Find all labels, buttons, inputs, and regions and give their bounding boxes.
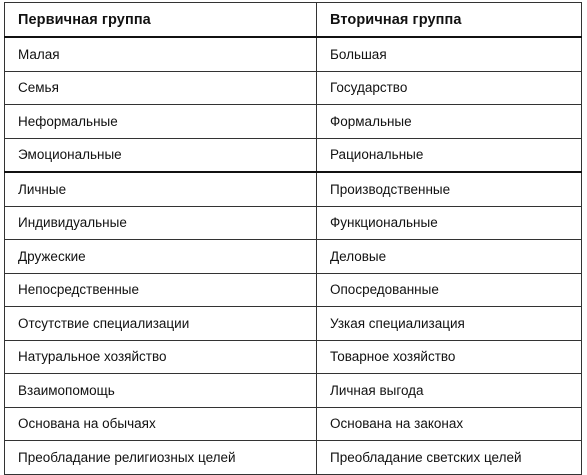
cell-primary: Дружеские xyxy=(5,240,317,274)
cell-primary: Малая xyxy=(5,37,317,71)
table-row xyxy=(5,105,582,139)
cell-secondary: Производственные xyxy=(317,172,582,206)
cell-secondary: Основана на законах xyxy=(317,407,582,441)
cell-primary: Неформальные xyxy=(5,105,317,139)
table-row xyxy=(5,206,582,240)
cell-primary: Отсутствие специализации xyxy=(5,307,317,341)
cell-secondary: Формальные xyxy=(317,105,582,139)
table-row xyxy=(5,138,582,172)
table-row xyxy=(5,240,582,274)
cell-secondary: Узкая специализация xyxy=(317,307,582,341)
header-secondary-group: Вторичная группа xyxy=(317,3,582,38)
cell-secondary: Опосредованные xyxy=(317,273,582,307)
cell-secondary: Государство xyxy=(317,71,582,105)
cell-primary: Натуральное хозяйство xyxy=(5,340,317,374)
table-row xyxy=(5,374,582,408)
cell-secondary: Преобладание светских целей xyxy=(317,441,582,475)
table-row xyxy=(5,172,582,206)
cell-secondary: Функциональные xyxy=(317,206,582,240)
cell-secondary: Большая xyxy=(317,37,582,71)
table-header-row xyxy=(5,3,582,38)
table-row xyxy=(5,441,582,475)
cell-secondary: Деловые xyxy=(317,240,582,274)
cell-secondary: Личная выгода xyxy=(317,374,582,408)
table-row xyxy=(5,71,582,105)
cell-secondary: Рациональные xyxy=(317,138,582,172)
cell-secondary: Товарное хозяйство xyxy=(317,340,582,374)
cell-primary: Эмоциональные xyxy=(5,138,317,172)
cell-primary: Основана на обычаях xyxy=(5,407,317,441)
table-row xyxy=(5,407,582,441)
header-primary-group: Первичная группа xyxy=(5,3,317,38)
table-row xyxy=(5,307,582,341)
cell-primary: Преобладание религиозных целей xyxy=(5,441,317,475)
table-row xyxy=(5,340,582,374)
cell-primary: Взаимопомощь xyxy=(5,374,317,408)
cell-primary: Непосредственные xyxy=(5,273,317,307)
cell-primary: Личные xyxy=(5,172,317,206)
cell-primary: Семья xyxy=(5,71,317,105)
table-row xyxy=(5,37,582,71)
cell-primary: Индивидуальные xyxy=(5,206,317,240)
comparison-table xyxy=(4,2,582,475)
table-row xyxy=(5,273,582,307)
